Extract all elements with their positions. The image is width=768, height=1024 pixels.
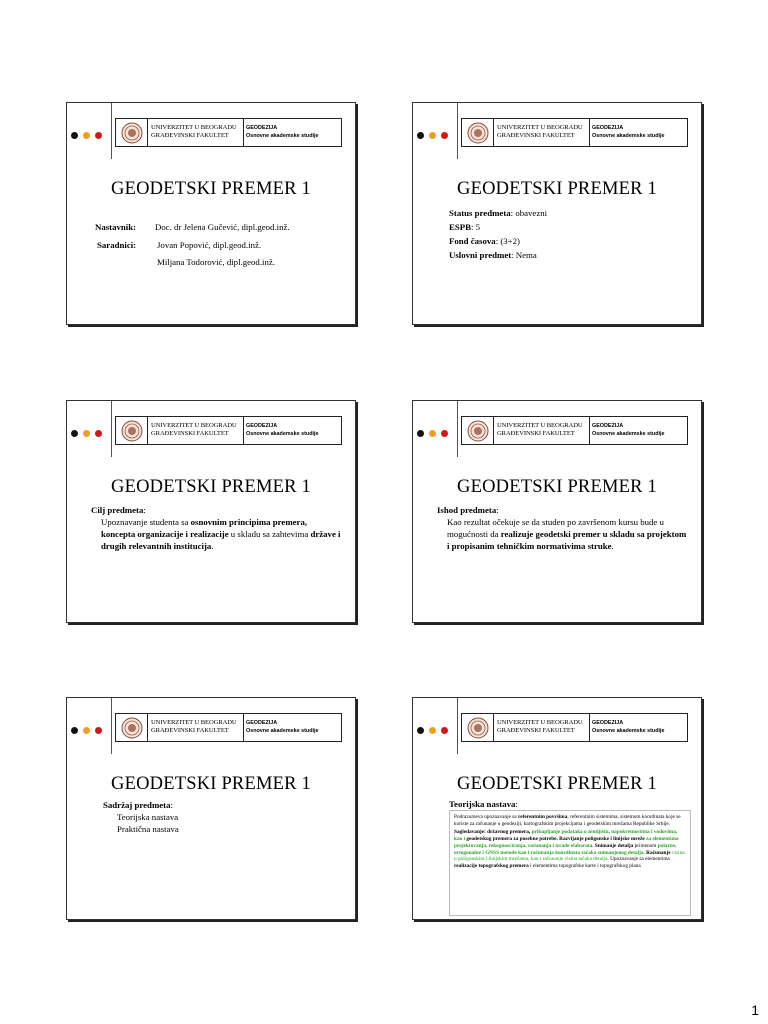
dot-black bbox=[71, 132, 78, 139]
divider-line bbox=[111, 103, 112, 159]
university-name bbox=[148, 417, 244, 444]
bullet-dots bbox=[71, 430, 102, 438]
slide-title: GEODETSKI PREMER 1 bbox=[457, 774, 657, 794]
bullet-dots bbox=[71, 132, 102, 140]
fond-label: Fond časova bbox=[449, 236, 496, 246]
slide-title: GEODETSKI PREMER 1 bbox=[111, 179, 311, 199]
uni-line-2: GRAĐEVINSKI FAKULTET bbox=[497, 430, 575, 437]
dot-black bbox=[417, 727, 424, 734]
university-seal-icon bbox=[116, 714, 148, 741]
theory-heading bbox=[449, 799, 518, 809]
uslovni-row bbox=[449, 249, 547, 263]
program-line-1: GEODEZIJA bbox=[592, 720, 624, 726]
bullet-dots bbox=[417, 727, 448, 735]
uni-line-2: GRAĐEVINSKI FAKULTET bbox=[151, 430, 229, 437]
dot-black bbox=[417, 132, 424, 139]
teacher-name: Doc. dr Jelena Gučević, dipl.geod.inž. bbox=[155, 222, 290, 232]
uni-line-1: UNIVERZITET U BEOGRADU bbox=[151, 719, 237, 726]
p2-t2: Upoznavanje sa elementima bbox=[608, 856, 670, 863]
p2-t1: primenom bbox=[633, 842, 657, 849]
university-seal-icon bbox=[462, 417, 494, 444]
uni-line-1: UNIVERZITET U BEOGRADU bbox=[497, 719, 583, 726]
outcome-colon: : bbox=[496, 505, 499, 515]
dot-black bbox=[417, 430, 424, 437]
goal-heading bbox=[91, 504, 341, 516]
course-outcome bbox=[437, 504, 687, 552]
dot-orange bbox=[83, 132, 90, 139]
goal-colon: : bbox=[143, 505, 146, 515]
program-line-1: GEODEZIJA bbox=[246, 720, 278, 726]
p2-b3: Razvijanje poligonske i linijske mreže bbox=[557, 836, 645, 843]
university-seal-icon bbox=[462, 714, 494, 741]
espb-row bbox=[449, 221, 547, 235]
program-name bbox=[590, 714, 687, 741]
program-line-2: Osnovne akademske studije bbox=[592, 431, 665, 437]
dot-red bbox=[95, 727, 102, 734]
university-name bbox=[148, 119, 244, 146]
espb-label: ESPB bbox=[449, 222, 472, 232]
uni-line-1: UNIVERZITET U BEOGRADU bbox=[497, 422, 583, 429]
fond-value: : (3+2) bbox=[495, 236, 520, 246]
p1-b1: referentnim površima bbox=[517, 814, 568, 820]
uslovni-label: Uslovni predmet bbox=[449, 250, 512, 260]
status-row bbox=[449, 207, 547, 221]
p2-t3: i elementima topografske karte i topografskog plana bbox=[528, 862, 641, 869]
dot-red bbox=[441, 727, 448, 734]
slide-header bbox=[461, 416, 688, 445]
p1-t1: Podrazumeva upoznavanje sa bbox=[454, 814, 518, 820]
university-seal-icon bbox=[116, 417, 148, 444]
goal-b2: države i drugih relevantnih institucija bbox=[101, 529, 341, 551]
outcome-t2: . bbox=[611, 541, 614, 551]
content-heading bbox=[103, 799, 179, 811]
outcome-text bbox=[437, 516, 687, 552]
bullet-dots bbox=[417, 132, 448, 140]
divider-line bbox=[457, 401, 458, 457]
program-name bbox=[590, 119, 687, 146]
status-label: Status predmeta bbox=[449, 208, 511, 218]
course-goal bbox=[91, 504, 341, 552]
content-item-2: Praktična nastava bbox=[117, 824, 179, 834]
uni-line-2: GRAĐEVINSKI FAKULTET bbox=[151, 727, 229, 734]
p2-g2: za elementima projektovanja, rekognosciranja, računanja i izrade elaborata. bbox=[454, 836, 679, 849]
slide-title: GEODETSKI PREMER 1 bbox=[111, 477, 311, 497]
p2-g3: polarne, ortogonalne i GNSS metode kao i računanja koordinata tačaka snimanjenog detalja. bbox=[454, 842, 677, 856]
university-name bbox=[494, 119, 590, 146]
slide-5 bbox=[66, 697, 356, 920]
program-line-1: GEODEZIJA bbox=[246, 423, 278, 429]
goal-text bbox=[91, 516, 341, 552]
goal-t3: . bbox=[211, 541, 214, 551]
assistant-2: Miljana Todorović, dipl.geod.inž. bbox=[157, 257, 275, 267]
program-name bbox=[244, 714, 341, 741]
status-value: : obavezni bbox=[510, 208, 548, 218]
outcome-heading bbox=[437, 504, 687, 516]
uni-line-2: GRAĐEVINSKI FAKULTET bbox=[151, 132, 229, 139]
slide-header bbox=[115, 416, 342, 445]
dot-red bbox=[95, 430, 102, 437]
theory-paragraph-2 bbox=[454, 829, 686, 869]
uni-line-1: UNIVERZITET U BEOGRADU bbox=[497, 124, 583, 131]
slide-title: GEODETSKI PREMER 1 bbox=[457, 477, 657, 497]
uni-line-1: UNIVERZITET U BEOGRADU bbox=[151, 124, 237, 131]
theory-colon: : bbox=[515, 799, 518, 809]
content-colon: : bbox=[170, 800, 173, 810]
page-number: 1 bbox=[751, 1002, 759, 1018]
dot-orange bbox=[429, 132, 436, 139]
slide-1 bbox=[66, 102, 356, 325]
program-line-2: Osnovne akademske studije bbox=[592, 728, 665, 734]
dot-black bbox=[71, 430, 78, 437]
assistants-label: Saradnici: bbox=[97, 240, 137, 250]
outcome-b1: realizuje geodetski premer u skladu sa projektom i propisanim tehničkim normativima struke bbox=[447, 529, 687, 551]
uslovni-value: : Nema bbox=[511, 250, 537, 260]
slide-header bbox=[115, 118, 342, 147]
espb-value: : 5 bbox=[471, 222, 481, 232]
outcome-heading-text: Ishod predmeta bbox=[437, 505, 497, 515]
goal-t1: Upoznavanje studenta sa bbox=[101, 517, 191, 527]
content-item-1: Teorijska nastava bbox=[117, 812, 179, 822]
program-line-2: Osnovne akademske studije bbox=[246, 431, 319, 437]
dot-red bbox=[441, 430, 448, 437]
divider-line bbox=[457, 103, 458, 159]
uni-line-2: GRAĐEVINSKI FAKULTET bbox=[497, 727, 575, 734]
university-seal-icon bbox=[116, 119, 148, 146]
program-name bbox=[244, 119, 341, 146]
dot-red bbox=[441, 132, 448, 139]
program-line-2: Osnovne akademske studije bbox=[246, 728, 319, 734]
p2-b4: Snimanje detalja bbox=[593, 842, 634, 849]
course-info bbox=[449, 207, 547, 263]
dot-orange bbox=[429, 727, 436, 734]
content-heading-text: Sadržaj predmeta bbox=[103, 800, 171, 810]
goal-heading-text: Cilj predmeta bbox=[91, 505, 144, 515]
fond-row bbox=[449, 235, 547, 249]
slide-header bbox=[461, 118, 688, 147]
program-line-1: GEODEZIJA bbox=[246, 125, 278, 131]
slide-2 bbox=[412, 102, 702, 325]
university-name bbox=[494, 417, 590, 444]
p2-b2: geodetskog premera za posebne potrebe. bbox=[466, 836, 558, 843]
dot-red bbox=[95, 132, 102, 139]
university-name bbox=[494, 714, 590, 741]
theory-paragraph-1 bbox=[454, 814, 686, 827]
divider-line bbox=[111, 698, 112, 754]
program-line-2: Osnovne akademske studije bbox=[592, 133, 665, 139]
p2-b5: Računanje bbox=[644, 849, 671, 856]
outcome-t1: Kao rezultat očekuje se da studen po završenom kursu bude u mogućnosti da bbox=[447, 517, 664, 539]
teacher-label: Nastavnik: bbox=[95, 222, 137, 232]
program-name bbox=[244, 417, 341, 444]
divider-line bbox=[457, 698, 458, 754]
p2-b1: Sagledavanje: državnog premera, bbox=[454, 829, 532, 836]
slide-header bbox=[115, 713, 342, 742]
goal-t2: u skladu sa zahtevima bbox=[228, 529, 311, 539]
uni-line-1: UNIVERZITET U BEOGRADU bbox=[151, 422, 237, 429]
p2-g1: prikupljanje podataka o zemljištu, napokretnostima i vodovima, kao i bbox=[454, 829, 678, 843]
goal-b1: osnovnim principima premera, koncepta organizacije i realizacije bbox=[101, 517, 308, 539]
p2-g4: visina u poligonskim i linijskim mrežama, kao i računanje visina tačaka detalja. bbox=[454, 849, 685, 863]
program-line-1: GEODEZIJA bbox=[592, 423, 624, 429]
p1-t2: , referentnim sistemima, sistemom koordinata koje se koriste za računanje u geodeziji, kartografskim projekcijama i geodetskim mrežama Republike Srbije. bbox=[454, 814, 681, 827]
dot-black bbox=[71, 727, 78, 734]
uni-line-2: GRAĐEVINSKI FAKULTET bbox=[497, 132, 575, 139]
divider-line bbox=[111, 401, 112, 457]
slide-title: GEODETSKI PREMER 1 bbox=[457, 179, 657, 199]
program-line-1: GEODEZIJA bbox=[592, 125, 624, 131]
program-name bbox=[590, 417, 687, 444]
dot-orange bbox=[429, 430, 436, 437]
bullet-dots bbox=[417, 430, 448, 438]
slide-6 bbox=[412, 697, 702, 920]
course-content bbox=[103, 799, 179, 835]
theory-heading-text: Teorijska nastava bbox=[449, 799, 516, 809]
dot-orange bbox=[83, 430, 90, 437]
slide-3 bbox=[66, 400, 356, 623]
p2-b6: realizacije topografskog premera bbox=[454, 862, 529, 869]
assistant-1: Jovan Popović, dipl.geod.inž. bbox=[157, 240, 262, 250]
slide-header bbox=[461, 713, 688, 742]
theory-textbox bbox=[449, 810, 691, 916]
university-seal-icon bbox=[462, 119, 494, 146]
program-line-2: Osnovne akademske studije bbox=[246, 133, 319, 139]
slide-title: GEODETSKI PREMER 1 bbox=[111, 774, 311, 794]
university-name bbox=[148, 714, 244, 741]
bullet-dots bbox=[71, 727, 102, 735]
slide-4 bbox=[412, 400, 702, 623]
dot-orange bbox=[83, 727, 90, 734]
